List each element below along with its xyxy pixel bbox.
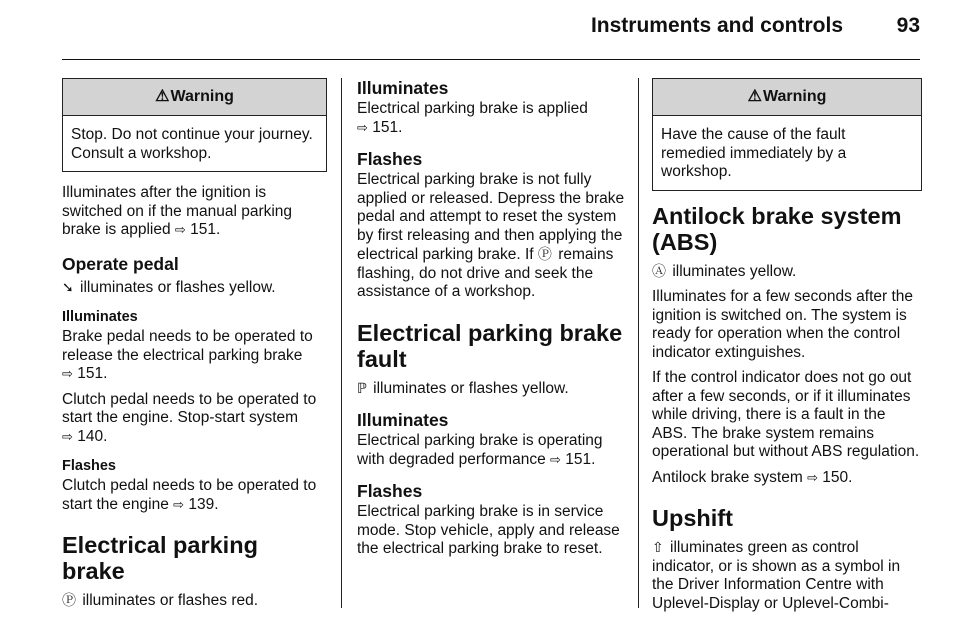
paragraph <box>357 379 625 399</box>
page-ref-arrow-icon: ⇨ <box>62 366 73 381</box>
paragraph-text: Clutch pedal needs to be operated to start the engine. Stop-start system <box>62 390 317 426</box>
paragraph-text: illuminates or flashes red. <box>82 592 259 609</box>
paragraph-text: illuminates green as control indicator, or is shown as a symbol in the Driver Information Centre with Uplevel-Display or Uplevel-Combi- <box>652 539 901 612</box>
warning-text: Stop. Do not continue your journey. Consult a workshop. <box>71 126 313 162</box>
paragraph-text: Electrical parking brake is applied <box>357 100 588 117</box>
heading-flashes: Flashes <box>357 149 423 169</box>
heading-upshift: Upshift <box>652 505 733 531</box>
heading-electrical-parking-brake-fault: Electrical parking brake fault <box>357 319 623 372</box>
page-ref-arrow-icon: ⇨ <box>173 496 185 512</box>
heading-abs: Antilock brake system (ABS) <box>652 202 902 255</box>
parking-brake-fault-icon: ℙ <box>357 379 367 396</box>
paragraph <box>62 477 327 514</box>
heading-flashes: Flashes <box>357 481 423 501</box>
warning-header <box>653 79 921 116</box>
paragraph: Illuminates for a few seconds after the ignition is switched on. The system is ready for operation when the control indicator extinguishes. <box>652 288 914 361</box>
heading-operate-pedal: Operate pedal <box>62 253 179 274</box>
warning-title: Warning <box>762 87 827 105</box>
heading-illuminates: Illuminates <box>357 78 449 98</box>
parking-brake-icon: Ⓟ <box>62 592 76 608</box>
heading-electrical-parking-brake: Electrical parking brake <box>62 532 258 584</box>
paragraph <box>652 262 922 282</box>
heading-illuminates: Illuminates <box>357 410 449 430</box>
page-ref[interactable]: 150. <box>822 468 853 486</box>
page-ref[interactable]: 151. <box>77 365 108 382</box>
paragraph-text: Electrical parking brake is operating with degraded performance <box>357 432 603 468</box>
page-ref-arrow-icon: ⇨ <box>174 222 186 237</box>
paragraph-text: illuminates or flashes yellow. <box>373 379 569 397</box>
paragraph <box>357 171 625 302</box>
column-3 <box>652 78 922 620</box>
paragraph <box>62 328 327 384</box>
header-rule <box>62 59 920 60</box>
paragraph-text: illuminates or flashes yellow. <box>80 278 276 296</box>
paragraph-text: remains flashing, do not drive and seek the assistance of a workshop. <box>357 246 614 300</box>
warning-title: Warning <box>170 87 234 105</box>
warning-box <box>652 78 922 191</box>
page-ref-arrow-icon: ⇨ <box>550 451 561 467</box>
paragraph-text: Clutch pedal needs to be operated to start the engine <box>62 477 317 513</box>
paragraph-text: Brake pedal needs to be operated to release the electrical parking brake <box>62 328 313 364</box>
paragraph-text: Illuminates after the ignition is switched on if the manual parking brake is applied <box>62 184 293 238</box>
paragraph <box>357 100 625 137</box>
header-title: Instruments and controls <box>590 14 843 37</box>
page-number: 93 <box>896 14 920 37</box>
paragraph <box>652 469 922 488</box>
paragraph <box>62 184 327 240</box>
parking-brake-icon: Ⓟ <box>537 246 552 262</box>
abs-icon: Ⓐ <box>652 262 666 279</box>
heading-flashes: Flashes <box>62 458 116 474</box>
page-ref[interactable]: 151. <box>372 118 403 136</box>
page-ref[interactable]: 151. <box>190 221 221 238</box>
warning-box <box>62 78 327 172</box>
column-divider <box>341 78 342 608</box>
column-1 <box>62 78 327 618</box>
paragraph: If the control indicator does not go out after a few seconds, or if it illuminates while driving, there is a fault in the ABS. The brake system remains operational but without ABS regulation. <box>652 369 920 460</box>
warning-text: Have the cause of the fault remedied immediately by a workshop. <box>661 126 847 180</box>
upshift-icon: ⇧ <box>652 539 664 555</box>
page-ref-arrow-icon: ⇨ <box>62 428 73 444</box>
page-header <box>0 0 960 62</box>
paragraph-text: Antilock brake system <box>652 468 803 486</box>
paragraph <box>652 538 922 613</box>
warning-triangle-icon: ⚠ <box>747 87 762 105</box>
page-ref[interactable]: 139. <box>188 495 219 513</box>
page-ref[interactable]: 140. <box>77 427 108 445</box>
paragraph-text: Electrical parking brake is not fully applied or released. Depress the brake pedal and attempt to reset the system by first releasing and then applying the electrical parking brake. If <box>357 171 625 263</box>
warning-triangle-icon: ⚠ <box>155 87 170 105</box>
paragraph <box>357 432 625 469</box>
paragraph-text: illuminates yellow. <box>672 262 797 280</box>
paragraph <box>62 591 327 611</box>
page-ref-arrow-icon: ⇨ <box>807 469 818 485</box>
pedal-icon: ➘ <box>62 278 74 295</box>
paragraph: Electrical parking brake is in service mode. Stop vehicle, apply and release the electrical parking brake to reset. <box>357 503 620 557</box>
page-ref[interactable]: 151. <box>565 450 596 468</box>
column-2 <box>357 78 625 566</box>
paragraph <box>62 278 327 298</box>
page-ref-arrow-icon: ⇨ <box>357 119 368 135</box>
paragraph <box>62 391 327 447</box>
warning-header <box>63 79 326 116</box>
heading-illuminates: Illuminates <box>62 309 138 325</box>
column-divider <box>638 78 639 608</box>
